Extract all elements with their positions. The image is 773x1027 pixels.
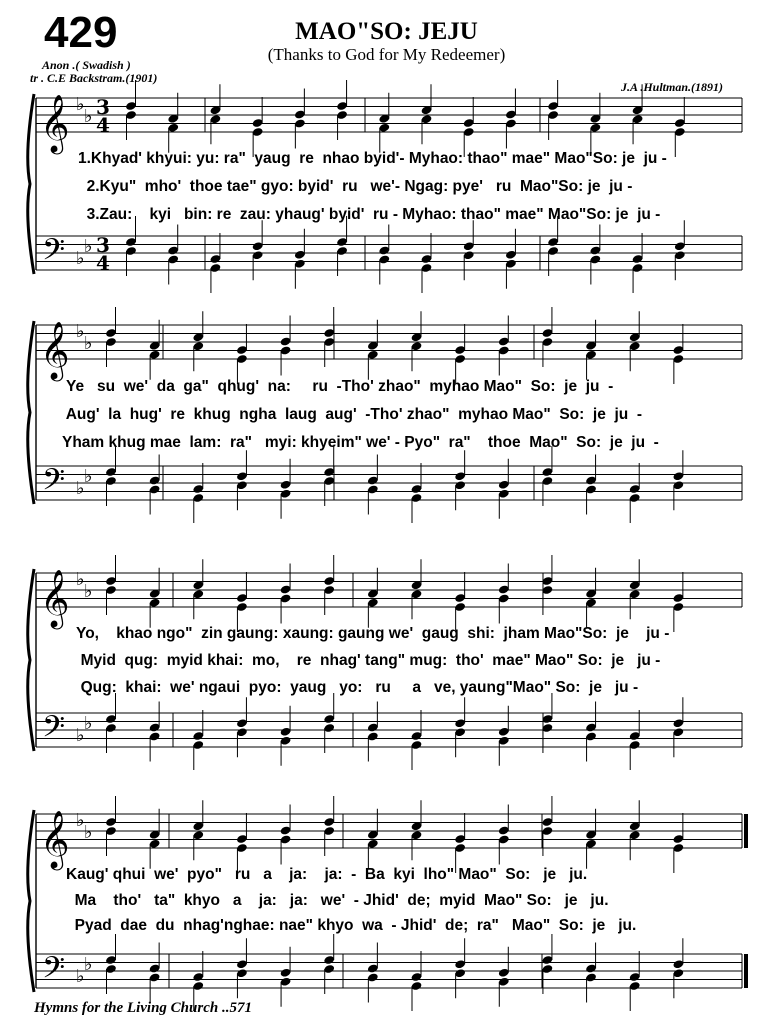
key-flat-icon: ♭ xyxy=(84,236,93,257)
time-signature-denominator-treble: 4 xyxy=(96,113,110,137)
system-2-lyric-verse-1: Ye su we' da ga" qhug' na: ru -Tho' zhao" myhao Mao" So: je ju - xyxy=(62,378,614,395)
key-flat-icon: ♭ xyxy=(84,466,93,487)
bass-clef-icon: 𝄢 xyxy=(42,233,66,275)
key-flat-icon: ♭ xyxy=(84,581,93,602)
system-2-lyric-verse-3: Yham khug mae lam: ra" myi: khyeim" we' - Pyo" ra" thoe Mao" So: je ju - xyxy=(62,434,659,451)
treble-clef-icon: 𝄞 xyxy=(40,321,70,379)
key-flat-icon: ♭ xyxy=(76,248,85,269)
system-3-brace xyxy=(28,569,34,751)
system-1-brace xyxy=(28,94,34,274)
system-3-lyric-verse-3: Qug: khai: we' ngaui pyo: yaug yo: ru a ve, yaung"Mao" So: je ju - xyxy=(72,679,639,696)
system-3-lyric-verse-2: Myid qug: myid khai: mo, re nhag' tang" mug: tho' mae" Mao" So: je ju - xyxy=(72,652,661,669)
treble-clef-icon: 𝄞 xyxy=(40,94,70,152)
key-flat-icon: ♭ xyxy=(76,94,85,115)
system-4-lyric-verse-1: Kaug' qhui we' pyo" ru a ja: ja: - Ba kyi lho" Mao" So: je ju. xyxy=(66,866,588,883)
bass-clef-icon: 𝄢 xyxy=(42,710,66,752)
key-flat-icon: ♭ xyxy=(84,106,93,127)
key-flat-icon: ♭ xyxy=(76,321,85,342)
footer-source: Hymns for the Living Church ..571 xyxy=(34,1000,252,1016)
bass-clef-icon: 𝄢 xyxy=(42,463,66,505)
system-2-lyric-verse-2: Aug' la hug' re khug ngha laug aug' -Tho' zhao" myhao Mao" So: je ju - xyxy=(62,406,642,423)
key-flat-icon: ♭ xyxy=(84,954,93,975)
key-flat-icon: ♭ xyxy=(84,713,93,734)
hymn-title: MAO"SO: JEJU xyxy=(295,18,478,45)
system-1-lyric-verse-1: 1.Khyad' khyui: yu: ra" yaug re nhao byid'- Myhao: thao" mae" Mao"So: je ju - xyxy=(78,150,667,167)
credit-translator: tr . C.E Backstram.(1901) xyxy=(30,71,158,85)
bass-clef-icon: 𝄢 xyxy=(42,951,66,993)
system-4-lyric-verse-3: Pyad dae du nhag'nghae: nae" khyo wa - Jhid' de; ra" Mao" So: je ju. xyxy=(66,917,637,934)
treble-clef-icon: 𝄞 xyxy=(40,569,70,627)
system-4-brace xyxy=(28,810,34,992)
key-flat-icon: ♭ xyxy=(76,810,85,831)
key-flat-icon: ♭ xyxy=(76,478,85,499)
system-1-lyric-verse-2: 2.Kyu" mho' thoe tae" gyo: byid' ru we'- Ngag: pye' ru Mao"So: je ju - xyxy=(78,178,633,195)
key-flat-icon: ♭ xyxy=(84,822,93,843)
time-signature-numerator-bass: 3 xyxy=(96,233,110,257)
time-signature-denominator-bass: 4 xyxy=(96,251,110,275)
time-signature-numerator-treble: 3 xyxy=(96,95,110,119)
hymn-number: 429 xyxy=(44,8,118,57)
key-flat-icon: ♭ xyxy=(76,725,85,746)
system-4-lyric-verse-2: Ma tho' ta" khyo a ja: ja: we' - Jhid' de; myid Mao" So: je ju. xyxy=(66,892,609,909)
key-flat-icon: ♭ xyxy=(76,966,85,987)
credit-origin: Anon .( Swadish ) xyxy=(42,58,131,72)
credit-composer: J.A .Hultman.(1891) xyxy=(621,80,724,94)
system-1-lyric-verse-3: 3.Zau: kyi bin: re zau: yhaug' byid' ru - Myhao: thao" mae" Mao"So: je ju - xyxy=(78,206,661,223)
system-3-lyric-verse-1: Yo, khao ngo" zin gaung: xaung: gaung we' gaug shi: jham Mao"So: je ju - xyxy=(72,625,670,642)
system-2-brace xyxy=(28,321,34,504)
key-flat-icon: ♭ xyxy=(84,333,93,354)
hymn-subtitle: (Thanks to God for My Redeemer) xyxy=(267,45,506,64)
key-flat-icon: ♭ xyxy=(76,569,85,590)
treble-clef-icon: 𝄞 xyxy=(40,810,70,868)
